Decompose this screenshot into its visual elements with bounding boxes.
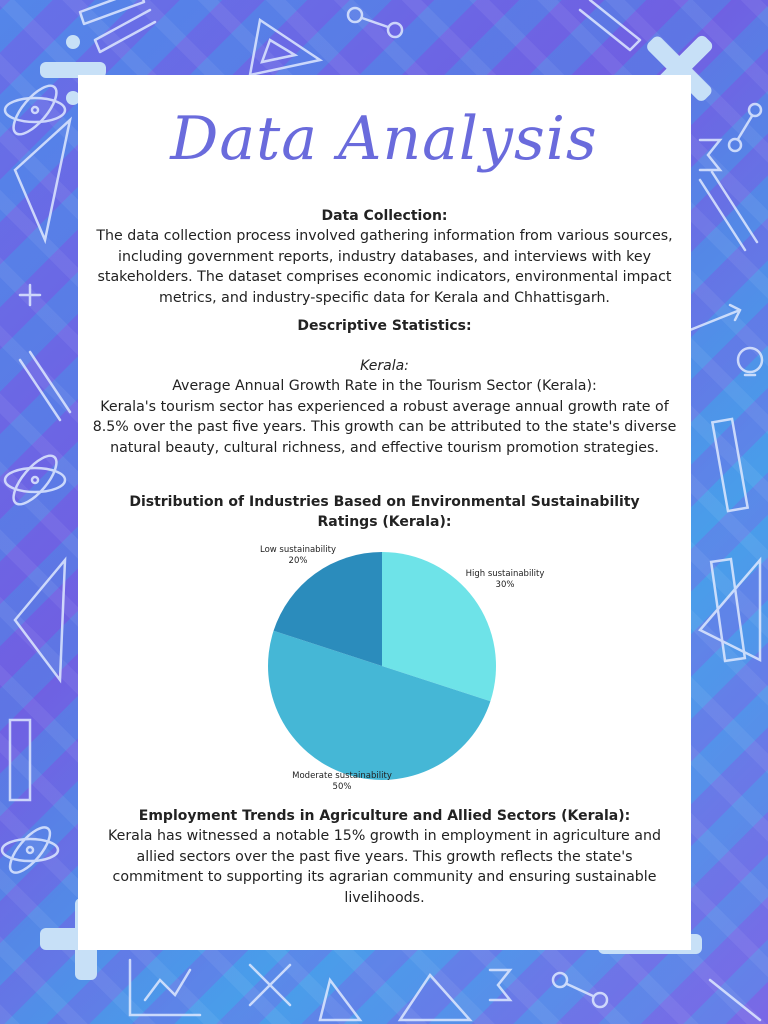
molecule-icon — [553, 973, 607, 1007]
growth-title: Average Annual Growth Rate in the Tourism Sector (Kerala): — [172, 378, 597, 394]
pie-label-value: 30% — [495, 580, 515, 590]
ruler-icon — [10, 720, 30, 800]
triangle-ruler-icon — [320, 980, 360, 1020]
pie-label-value: 50% — [332, 782, 352, 792]
atom-icon — [5, 449, 65, 510]
atom-icon — [2, 821, 58, 878]
state-label: Kerala: — [360, 358, 409, 374]
pencil-icon — [20, 352, 70, 420]
data-collection-heading: Data Collection: — [321, 208, 448, 224]
distribution-section — [78, 492, 691, 532]
growth-text: Kerala's tourism sector has experienced a robust average annual growth rate of 8.5% over the past five years. This growth can be attributed to the state's diverse natural beauty, cultural richness, and effective tourism promotion strategies. — [92, 398, 677, 456]
descriptive-statistics-heading: Descriptive Statistics: — [297, 318, 472, 334]
pencil-icon — [80, 0, 144, 24]
distribution-heading: Distribution of Industries Based on Environmental Sustainability Ratings (Kerala): — [129, 494, 640, 530]
sustainability-pie-chart — [230, 538, 545, 798]
employment-text: Kerala has witnessed a notable 15% growth in employment in agriculture and allied sectors over the past five years. This growth reflects the state's commitment to supporting its agrarian community and ensuring sustainable livelihoods. — [108, 828, 661, 906]
employment-heading: Employment Trends in Agriculture and Allied Sectors (Kerala): — [138, 808, 631, 824]
page-title: Data Analysis — [170, 104, 598, 174]
triangle-ruler-icon — [250, 20, 320, 75]
pencil-icon — [710, 980, 760, 1020]
pie-label-name: High sustainability — [465, 569, 545, 579]
employment-section — [78, 806, 691, 908]
pencil-icon — [700, 172, 757, 250]
pie-label-name: Moderate sustainability — [292, 771, 392, 781]
data-collection-text: The data collection process involved gathering information from various sources, including government reports, industry databases, and interviews with key stakeholders. The dataset comprises economic indicators, environmental impact metrics, and industry-specific data for Kerala and Chhattisgarh. — [96, 228, 673, 306]
pie-label-name: Low sustainability — [259, 545, 337, 555]
pencil-icon — [580, 0, 640, 50]
pie-label-value: 20% — [288, 556, 308, 566]
xy-graph-icon — [250, 965, 290, 1005]
arrow-icon — [690, 305, 740, 330]
triangle-ruler-icon — [400, 975, 470, 1020]
plus-icon — [20, 285, 40, 305]
lightbulb-icon — [738, 348, 762, 375]
data-collection-section — [78, 206, 691, 308]
molecule-icon — [348, 8, 402, 37]
triangle-ruler-icon — [15, 560, 65, 680]
xy-graph-icon — [130, 960, 200, 1015]
ruler-icon — [712, 419, 747, 511]
descriptive-statistics-section — [78, 316, 691, 458]
sigma-icon — [490, 970, 510, 1000]
triangle-ruler-icon — [700, 560, 760, 660]
